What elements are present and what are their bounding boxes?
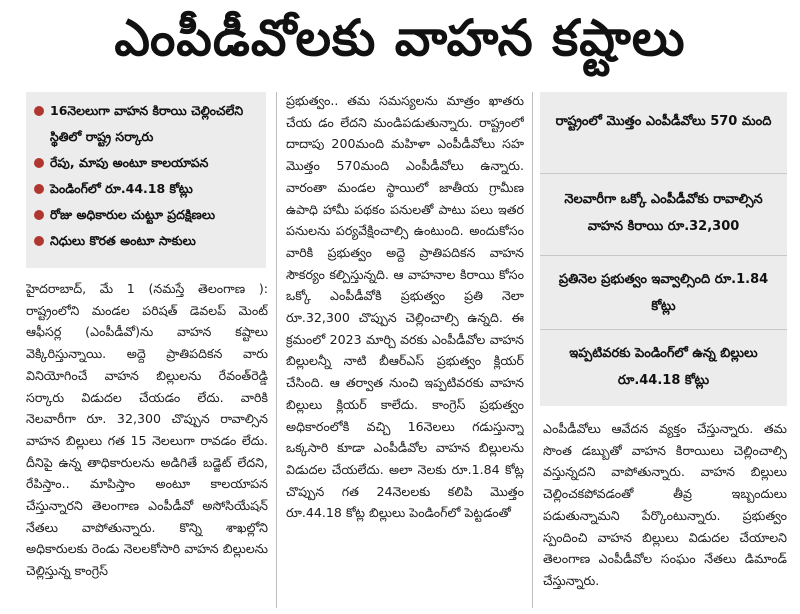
stat-monthly-govt: ప్రతినెల ప్రభుత్వం ఇవ్వాల్సింది రూ.1.84 కోట్లు [540,258,787,330]
highlight-item [34,98,260,150]
article-column-left: హైదరాబాద్‌, మే 1 (నమస్తే తెలంగాణ ): రాష్ట్రంలోని మండల పరిషత్‌ డెవలప్‌ మెంట్‌ ఆఫీసర్ల (ఎంపీడీవో)ను వాహన కష్టాలు వెక్కిరిస్తున్నాయి. అద్దె ప్రాతిపదికన వారు వినియోగించే వాహన బిల్లులను రేవంత్‌రెడ్డి సర్కారు విడుదల చేయడం లేదు. వారికి నెలవారీగా రూ. 32,300 చొప్పున రావాల్సిన వాహన బిల్లులు గత 15 నెలలుగా రావడం లేదు. దీనిపై ఉన్న తాధికారులను అడిగితే బడ్జెట్‌ లేదని, రేపిస్తాం.. మాపిస్తాం అంటూ కాలయాపన చేస్తున్నారని తెలంగాణ ఎంపీడీవో అసోసియేషన్‌ నేతలు వాపోతున్నారు. కొన్ని శాఖల్లోని అధికారులకు రెండు నెలలకోసారి వాహన బిల్లులను చెల్లిస్తున్న కాంగ్రెస్‌ [26,281,268,579]
highlight-text: రోజు అధికారుల చుట్టూ ప్రదక్షిణలు [50,207,216,222]
article-column-right: ఎంపీడీవోలు ఆవేదన వ్యక్తం చేస్తున్నారు. తమ సొంత డబ్బుతో వాహన కిరాయిలు చెల్లించాల్సి వస్తున్నదని వాపోతున్నారు. వాహన బిల్లులు చెల్లించకపోవడంతో తీవ్ర ఇబ్బందులు పడుతున్నామని పేర్కొంటున్నారు. ప్రభుత్వం స్పందించి వాహన బిల్లులు విడుదల చేయాలని తెలంగాణ ఎంపీడీవోల సంఘం నేతలు డిమాండ్‌ చేస్తున్నారు. [543,421,787,588]
bullet-dot-icon [34,106,44,116]
highlight-item [34,150,260,176]
column-divider [532,92,533,608]
highlight-item [34,202,260,228]
bullet-dot-icon [34,184,44,194]
stats-panel [540,92,787,406]
bullet-dot-icon [34,236,44,246]
stat-total-mpdos: రాష్ట్రంలో మొత్తం ఎంపీడీవోలు 570 మంది [540,98,787,174]
bullet-dot-icon [34,210,44,220]
highlights-box [26,92,266,268]
bullet-dot-icon [34,158,44,168]
stat-monthly-rent: నెలవారీగా ఒక్కో ఎంపీడీవోకు రావాల్సిన వాహన కిరాయి రూ.32,300 [540,176,787,256]
highlight-text: 16నెలలుగా వాహన కిరాయి చెల్లించలేని స్థితిలో రాష్ట్ర సర్కారు [50,103,244,144]
highlight-text: రేపు, మాపు అంటూ కాలయాపన [50,155,209,170]
highlight-text: పెండింగ్‌లో రూ.44.18 కోట్లు [50,181,193,196]
highlight-item [34,228,260,254]
column-divider [276,92,277,608]
stat-pending-bills: ఇప్పటివరకు పెండింగ్‌లో ఉన్న బిల్లులు రూ.44.18 కోట్లు [569,346,758,388]
article-column-middle: ప్రభుత్వం.. తమ సమస్యలను మాత్రం ఖాతరు చేయ డం లేదని మండిపడుతున్నారు. రాష్ట్రంలో దాదాపు 200మంది మహిళా ఎంపీడీవోలు సహ మొత్తం 570మంది ఎంపీడీవోలు ఉన్నారు. వారంతా మండల స్థాయిలో జాతీయ గ్రామీణ ఉపాధి హామీ పథకం పనులతో పాటు పలు ఇతర పనులను పర్యవేక్షించాల్సి ఉంటుంది. అందుకోసం వారికి ప్రభుత్వం అద్దె ప్రాతిపదికన వాహన సౌకర్యం కల్పిస్తున్నది. ఆ వాహనాల కిరాయి కోసం ఒక్కో ఎంపీడీవోకి ప్రభుత్వం ప్రతి నెలా రూ.32,300 చొప్పున చెల్లించాల్సి ఉన్నది. ఈ క్రమంలో 2023 మార్చి వరకు ఎంపీడీవోల వాహన బిల్లులన్నీ నాటి బీఆర్‌ఎస్‌ ప్రభుత్వం క్లియర్‌ చేసింది. ఆ తర్వాత నుంచి ఇప్పటివరకు వాహన బిల్లులు క్లియర్‌ కాలేదు. కాంగ్రెస్‌ ప్రభుత్వం అధికారంలోకి వచ్చి 16నెలలు గడుస్తున్నా ఒక్కసారి కూడా ఎంపీడీవోల వాహన బిల్లులను విడుదల చేయలేదు. అలా నెలకు రూ.1.84 కోట్ల చొప్పున గత 24నెలలకు కలిపి మొత్తం రూ.44.18 కోట్ల బిల్లులు పెండింగ్‌లో పెట్టడంతో [286,93,524,521]
article-headline: ఎంపీడీవోలకు వాహన కష్టాలు [114,8,686,67]
highlight-item [34,176,260,202]
highlight-text: నిధులు కొరత అంటూ సాకులు [50,233,196,248]
